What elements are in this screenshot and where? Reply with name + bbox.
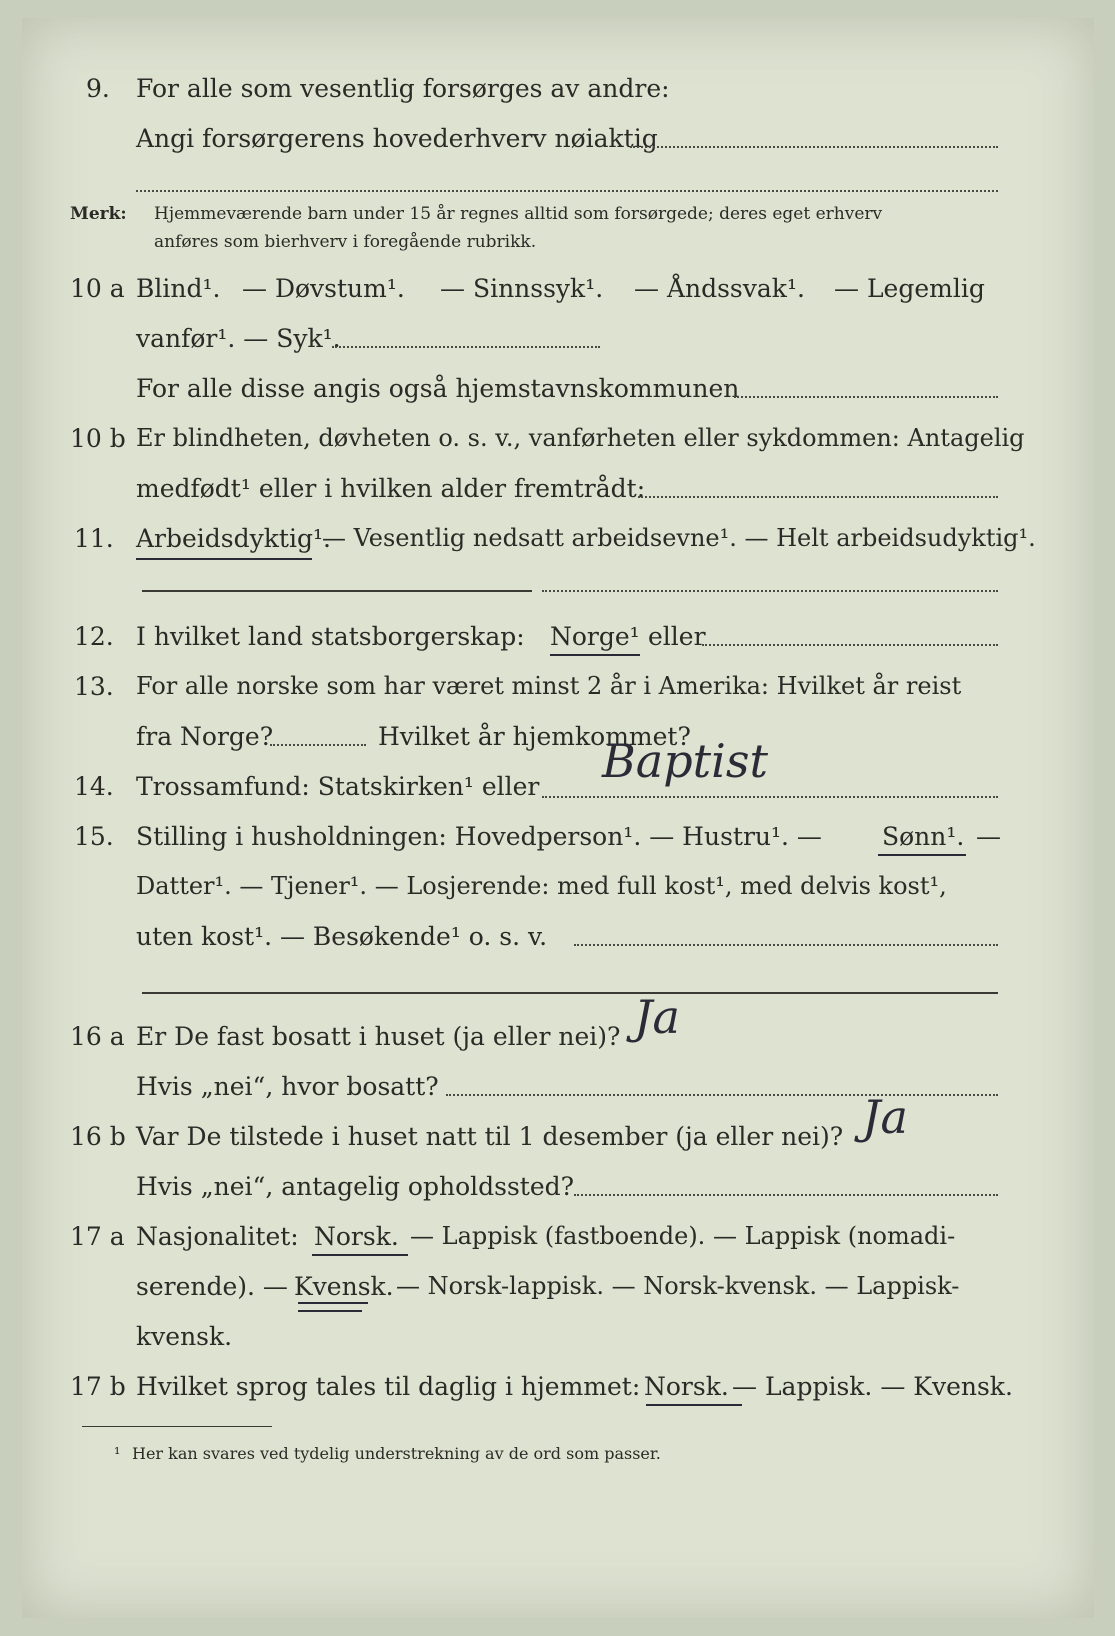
q10a-legemlig: — Legemlig [834,274,985,303]
merk-line1: Hjemmeværende barn under 15 år regnes alltid som forsørgede; deres eget erhverv [154,204,883,224]
q15-line1: Stilling i husholdningen: Hovedperson¹. — Hustru¹. — [136,822,822,851]
q13-reist-line[interactable] [270,744,366,746]
q9-answer-line-2[interactable] [136,190,998,192]
q10a-line3: For alle disse angis også hjemstavnskommunen [136,374,740,403]
q15-answer-line[interactable] [574,944,998,946]
q15-line3: uten kost¹. — Besøkende¹ o. s. v. [136,922,548,951]
merk-line2: anføres som bierhverv i foregående rubrikk. [154,232,537,252]
q10b-line1: Er blindheten, døvheten o. s. v., vanførheten eller sykdommen: Antagelig [136,424,1025,452]
footnote-divider [82,1426,272,1427]
q13-line1: For alle norske som har været minst 2 år i Amerika: Hvilket år reist [136,672,962,700]
q13-fra-norge: fra Norge? [136,722,274,751]
q16a-answer-line[interactable] [446,1094,998,1096]
q9-number: 9. [86,74,110,103]
q10a-dovstum: — Døvstum¹. [242,274,405,303]
q10b-line2: medfødt¹ eller i hvilken alder fremtrådt: [136,474,646,503]
q11-arbeidsdyktig: Arbeidsdyktig¹. [136,524,331,553]
q17a-number: 17 a [70,1222,125,1251]
q10a-sinnssyk: — Sinnssyk¹. [440,274,604,303]
q10a-number: 10 a [70,274,125,303]
q13-hjemkommet: Hvilket år hjemkommet? [378,722,691,751]
q17a-line3: kvensk. [136,1322,233,1351]
q16b-line2: Hvis „nei“, antagelig opholdssted? [136,1172,575,1201]
q10a-line2: vanfør¹. — Syk¹. [136,324,341,353]
footnote-mark: ¹ [114,1444,121,1463]
q17a-line1-rest: — Lappisk (fastboende). — Lappisk (nomadi- [410,1222,956,1250]
q12-answer-line[interactable] [702,644,998,646]
q16a-handwritten-answer: Ja [634,990,680,1044]
q16a-line2: Hvis „nei“, hvor bosatt? [136,1072,439,1101]
q11-underline-mark [136,558,312,560]
q17a-line2-rest: — Norsk-lappisk. — Norsk-kvensk. — Lappisk- [396,1272,960,1300]
q17b-line1: Hvilket sprog tales til daglig i hjemmet: [136,1372,641,1401]
q15-underline-mark [878,854,966,856]
q16a-line1: Er De fast bosatt i huset (ja eller nei)? [136,1022,621,1051]
q17a-norsk-underline [312,1254,408,1256]
q12-norge: Norge¹ [550,622,640,651]
q16b-handwritten-answer: Ja [862,1090,908,1144]
q12-underline-mark [550,654,640,656]
q9-line1: For alle som vesentlig forsørges av andre: [136,74,670,103]
q11-number: 11. [74,524,114,553]
q15-line2: Datter¹. — Tjener¹. — Losjerende: med full kost¹, med delvis kost¹, [136,872,947,900]
q17a-kvensk-underline-2 [298,1310,362,1312]
q11-answer-line-2[interactable] [542,590,998,592]
q12-number: 12. [74,622,114,651]
q16b-line1: Var De tilstede i huset natt til 1 desember (ja eller nei)? [136,1122,844,1151]
q11-rest: — Vesentlig nedsatt arbeidsevne¹. — Helt arbeidsudyktig¹. [322,524,1036,552]
q10a-andssvak: — Åndssvak¹. [634,274,805,303]
q13-number: 13. [74,672,114,701]
q9-answer-line[interactable] [630,146,998,148]
q17a-norsk: Norsk. [314,1222,399,1251]
q14-line1: Trossamfund: Statskirken¹ eller [136,772,540,801]
q15-answer-line-2[interactable] [142,992,998,994]
merk-label: Merk: [70,204,127,224]
q10b-answer-line[interactable] [638,496,998,498]
q9-line2: Angi forsørgerens hovederhverv nøiaktig [136,124,658,153]
q10a-answer-line[interactable] [332,346,600,348]
q15-dash: — [976,822,1001,851]
q10a-blind: Blind¹. [136,274,221,303]
q15-sonn: Sønn¹. [882,822,965,851]
census-form-page [22,18,1094,1618]
q15-number: 15. [74,822,114,851]
q16a-number: 16 a [70,1022,125,1051]
q17a-kvensk: Kvensk. [294,1272,394,1301]
q14-number: 14. [74,772,114,801]
q14-answer-line[interactable] [542,796,998,798]
q16b-answer-line[interactable] [574,1194,998,1196]
q17b-norsk-underline [646,1404,742,1406]
q17a-serende: serende). — [136,1272,288,1301]
q17b-norsk: Norsk. [644,1372,729,1401]
q17a-nasjonalitet: Nasjonalitet: [136,1222,299,1251]
q17b-number: 17 b [70,1372,126,1401]
q14-handwritten-answer: Baptist [602,734,768,788]
q17b-rest: — Lappisk. — Kvensk. [732,1372,1013,1401]
q17a-kvensk-underline [298,1302,368,1304]
q12-eller: eller [648,622,706,651]
q10b-number: 10 b [70,424,126,453]
footnote-text: Her kan svares ved tydelig understrekning av de ord som passer. [132,1444,661,1463]
q11-answer-line[interactable] [142,590,532,592]
q16b-number: 16 b [70,1122,126,1151]
q10a-hjemstavn-line[interactable] [734,396,998,398]
q12-line1: I hvilket land statsborgerskap: [136,622,525,651]
